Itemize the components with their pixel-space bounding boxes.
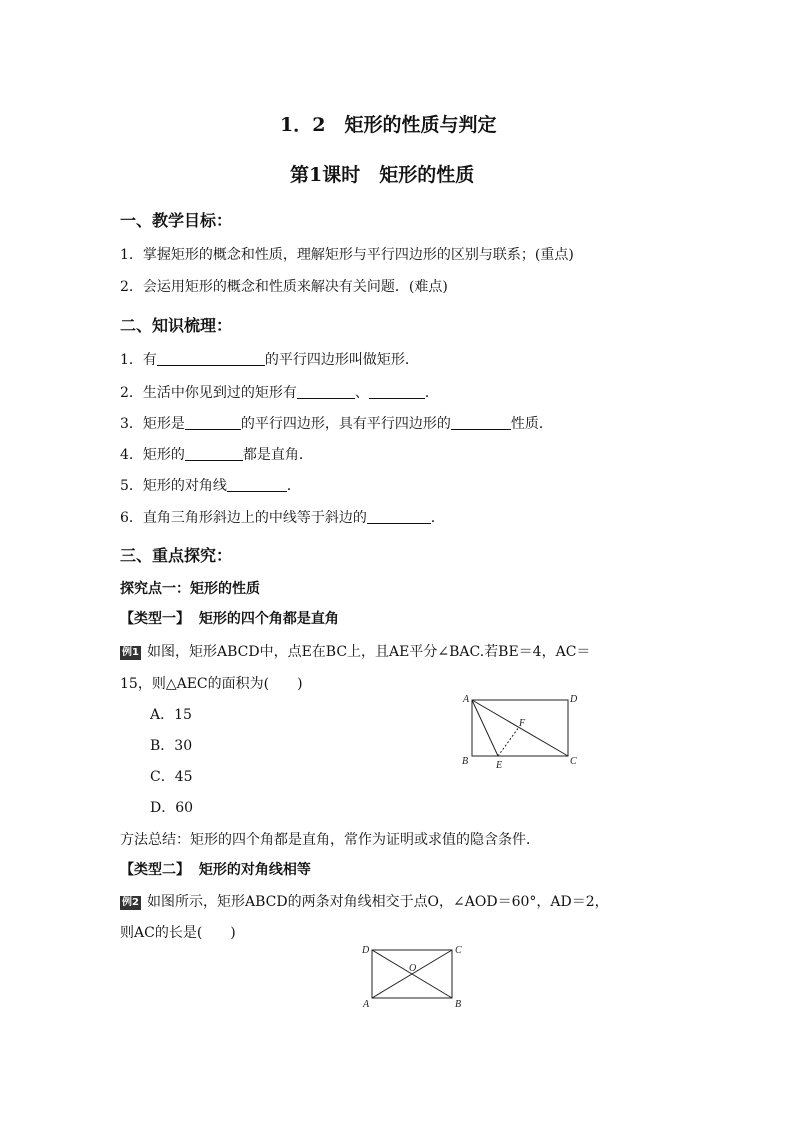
text: 3．矩形是	[120, 416, 185, 432]
option-b: B．30	[150, 738, 193, 754]
objective-item: 1．掌握矩形的概念和性质，理解矩形与平行四边形的区别与联系；(重点)	[120, 247, 574, 263]
knowledge-item-4	[120, 444, 313, 464]
text: 性质．	[510, 416, 553, 432]
option-d: D．60	[150, 800, 194, 816]
label-b: B	[462, 756, 469, 767]
type-tag: 【类型二】	[120, 862, 190, 878]
label-a: A	[363, 999, 370, 1010]
section-heading-explore: 三、重点探究：	[120, 546, 233, 565]
label-o: O	[409, 963, 417, 974]
example-text: 如图所示，矩形ABCD的两条对角线相交于点O，∠AOD＝60°，AD＝2，	[146, 894, 609, 910]
option-a: A．15	[150, 707, 192, 723]
option-c: C．45	[150, 769, 193, 785]
blank	[157, 352, 265, 366]
text: 都是直角．	[242, 447, 313, 463]
section-heading-objectives: 一、教学目标：	[120, 211, 233, 230]
example-1-line1	[120, 641, 590, 661]
blank	[227, 478, 287, 492]
type-1-heading	[120, 608, 339, 628]
segment-ae	[472, 700, 498, 756]
example-1-line2: 15，则△AEC的面积为( )	[120, 676, 303, 692]
example-2-line2: 则AC的长是( )	[120, 925, 236, 941]
type-tag: 【类型一】	[120, 611, 190, 627]
example-text: 如图，矩形ABCD中，点E在BC上，且AE平分∠BAC.若BE＝4，AC＝	[146, 644, 591, 660]
text: 1．有	[120, 352, 157, 368]
type-text: 矩形的四个角都是直角	[198, 611, 339, 627]
page-subtitle: 第1课时 矩形的性质	[290, 164, 475, 186]
text: ．	[286, 478, 301, 494]
text: 的平行四边形，具有平行四边形的	[240, 416, 451, 432]
blank	[185, 447, 243, 461]
text: 5．矩形的对角线	[120, 478, 227, 494]
type-text: 矩形的对角线相等	[198, 862, 311, 878]
blank	[367, 510, 431, 524]
blank	[369, 385, 425, 399]
figure-rectangle-abcd-e-f	[456, 690, 596, 772]
knowledge-item-5	[120, 475, 301, 495]
objective-item: 2．会运用矩形的概念和性质来解决有关问题．(难点)	[120, 279, 448, 295]
label-b: B	[455, 999, 462, 1010]
blank	[451, 416, 511, 430]
knowledge-item-6	[120, 507, 445, 527]
blank	[185, 416, 241, 430]
method-summary: 方法总结：矩形的四个角都是直角，常作为证明或求值的隐含条件．	[120, 832, 540, 848]
label-c: C	[455, 945, 462, 956]
example-2-line1	[120, 891, 609, 911]
explore-point-1: 探究点一：矩形的性质	[120, 581, 260, 597]
segment-ef-dashed	[498, 727, 519, 756]
label-c: C	[570, 756, 577, 767]
knowledge-item-2	[120, 382, 439, 402]
figure-rectangle-abcd-o	[356, 940, 470, 1012]
example-badge: 例2	[122, 897, 139, 908]
knowledge-item-3	[120, 413, 553, 433]
text: 6．直角三角形斜边上的中线等于斜边的	[120, 510, 367, 526]
example-badge: 例1	[122, 647, 139, 658]
label-e: E	[496, 760, 503, 771]
text: ．	[430, 510, 445, 526]
blank	[297, 385, 355, 399]
page-title: 1．2 矩形的性质与判定	[280, 114, 497, 136]
text: 4．矩形的	[120, 447, 185, 463]
label-a: A	[463, 694, 470, 705]
text: 、	[354, 385, 369, 401]
text: 2．生活中你见到过的矩形有	[120, 385, 297, 401]
section-heading-knowledge: 二、知识梳理：	[120, 316, 233, 335]
text: 的平行四边形叫做矩形．	[264, 352, 419, 368]
label-f: F	[519, 718, 526, 729]
label-d: D	[570, 694, 578, 705]
type-2-heading	[120, 859, 311, 879]
knowledge-item-1	[120, 349, 419, 369]
label-d: D	[362, 945, 370, 956]
text: ．	[424, 385, 439, 401]
